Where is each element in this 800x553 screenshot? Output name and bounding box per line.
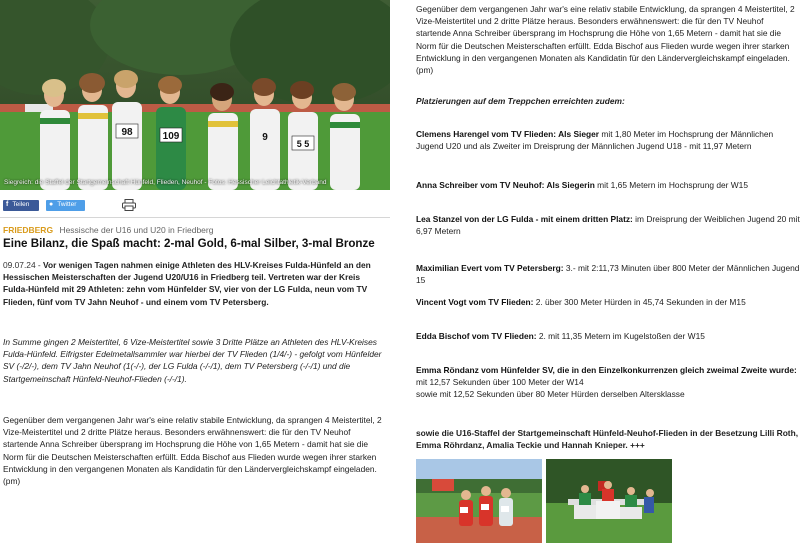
result-item — [416, 179, 800, 191]
facebook-share-label: Teilen — [12, 201, 30, 209]
result-text: 2. über 300 Meter Hürden in 45,74 Sekunden in der M15 — [533, 297, 746, 307]
summary-paragraph — [3, 336, 387, 385]
hero-photo — [0, 0, 390, 190]
bib-number: 9 — [262, 132, 268, 143]
result-name: Lea Stanzel von der LG Fulda - mit einem dritten Platz: — [416, 214, 633, 224]
category-label[interactable]: FRIEDBERG — [3, 225, 54, 235]
twitter-icon: ● — [49, 200, 54, 208]
gallery-photo[interactable] — [546, 459, 672, 543]
result-item — [416, 213, 800, 237]
result-line: mit 12,57 Sekunden über 100 Meter der W14 — [416, 377, 584, 388]
comparison-paragraph — [3, 414, 387, 487]
lead-text: Vor wenigen Tagen nahmen einige Athleten des HLV-Kreises Fulda-Hünfeld an den Hessischen Meisterschaften der Jugend U20/U16 in Friedberg teil. Vertreten war der Kreis Fulda-Hünfeld mit 29 Athleten: zehn vom Hünfelder SV, vier von der LG Fulda, neun vom TV Flieden, fünf vom TV Jahn Neuhof - und einem vom TV Petersberg. — [3, 260, 371, 307]
printer-icon[interactable] — [122, 199, 136, 211]
intro-paragraph: Gegenüber dem vergangenen Jahr war's eine relativ stabile Entwicklung, da sprangen 4 Meistertitel, 2 Vize-Meistertitel und 2 dritte Plätze heraus. Besonders erwähnenswert: die für den TV Neuhof startende Anna Schreiber übersprang im Hochsprung die Höhe von 1,65 Metern - damit hat sie die Norm für die Deutschen Meisterschaften erfüllt. Edda Bischof aus Flieden wurde wegen ihrer starken Entwicklung in den vergangenen Monaten als Kandidatin für den Ländervergleichskampf eingeladen. (pm) — [416, 4, 795, 75]
podium-heading: Platzierungen auf dem Treppchen erreichten zudem: — [416, 96, 625, 106]
result-name: Maximilian Evert vom TV Petersberg: — [416, 263, 564, 273]
result-item — [416, 330, 800, 342]
result-name: Anna Schreiber vom TV Neuhof: Als Siegerin — [416, 180, 595, 190]
result-text: mit 1,65 Metern im Hochsprung der W15 — [594, 180, 748, 190]
divider — [0, 217, 390, 218]
bib-number: 5 5 — [296, 139, 310, 149]
result-item-emma — [416, 364, 800, 401]
result-name: Emma Röndanz vom Hünfelder SV, die in den Einzelkonkurrenzen gleich zweimal Zweite wurde: — [416, 365, 797, 375]
result-text: 2. mit 11,35 Metern im Kugelstoßen der W15 — [536, 331, 705, 341]
article-column — [0, 0, 392, 486]
twitter-share-label: Twitter — [57, 201, 77, 209]
result-item — [416, 296, 800, 308]
article-headline: Eine Bilanz, die Spaß macht: 2-mal Gold, 6-mal Silber, 3-mal Bronze — [3, 237, 375, 250]
result-line: sowie mit 12,52 Sekunden über 80 Meter Hürden derselben Altersklasse — [416, 389, 685, 400]
result-text: 3.- mit 2:11,73 Minuten über 800 Meter der Männlichen Jugend 15 — [416, 263, 800, 286]
share-bar — [3, 199, 136, 211]
relay-team-photo — [0, 0, 390, 190]
article-lead — [3, 259, 387, 308]
facebook-icon: f — [6, 200, 9, 208]
result-text: im Dreisprung der Weiblichen Jugend 20 mit 6,97 Metern — [416, 214, 800, 237]
summary-text: In Summe gingen 2 Meistertitel, 6 Vize-Meistertitel sowie 3 Dritte Plätze an Athleten des HLV-Kreises Fulda-Hünfeld. Eifrigster Edelmetallsammler war hierbei der TV Flieden (1/4/-) - gefolgt vom Hünfelder SV (-/2/-), dem TV Jahn Neuhof (1(-/-), der LG Fulda (-/-/1), dem TV Petersberg (-/-/1) und die Startgemeinschaft Hünfeld-Neuhof-Flieden (-/-/1). — [3, 337, 382, 384]
result-item — [416, 262, 800, 286]
photo-gallery — [416, 459, 672, 543]
article-date: 09.07.24 - — [3, 260, 41, 270]
bib-number: 98 — [121, 127, 133, 138]
gallery-photo[interactable] — [416, 459, 542, 543]
result-name: Vincent Vogt vom TV Flieden: — [416, 297, 534, 307]
article-kicker — [3, 224, 213, 236]
result-item — [416, 128, 800, 152]
photo-caption: Siegreich: die Staffel der Startgemeinschaft Hünfeld, Flieden, Neuhof - Fotos: Hessischer Leichtathletik-Verband — [4, 178, 327, 186]
result-text: mit 1,80 Meter im Hochsprung der Männlichen Jugend U20 und als Zweiter im Dreisprung der Männlichen Jugend U18 - mit 11,97 Metern — [416, 129, 774, 152]
bib-number: 109 — [162, 131, 180, 142]
result-name: Edda Bischof vom TV Flieden: — [416, 331, 537, 341]
result-name: Clemens Harengel vom TV Flieden: Als Sieger — [416, 129, 600, 139]
comparison-text: Gegenüber dem vergangenen Jahr war's eine relativ stabile Entwicklung, da sprangen 4 Meistertitel, 2 Vize-Meistertitel und 2 dritte Plätze heraus. Besonders erwähnenswert: die für den TV Neuhof startende Anna Schreiber übersprang im Hochsprung die Höhe von 1,65 Metern - damit hat sie die Norm für die Deutschen Meisterschaften erfüllt. Edda Bischof aus Flieden wurde wegen ihrer starken Entwicklung in den vergangenen Monaten als Kandidatin für den Ländervergleichskampf eingeladen. (pm) — [3, 415, 382, 486]
twitter-share-button[interactable] — [46, 200, 85, 211]
facebook-share-button[interactable] — [3, 200, 39, 211]
relay-result: sowie die U16-Staffel der Startgemeinschaft Hünfeld-Neuhof-Flieden in der Besetzung Lilli Roth, Emma Röhrdanz, Amalia Teckie und Hannah Knieper. +++ — [416, 428, 799, 451]
article-subtitle: Hessische der U16 und U20 in Friedberg — [59, 225, 214, 235]
